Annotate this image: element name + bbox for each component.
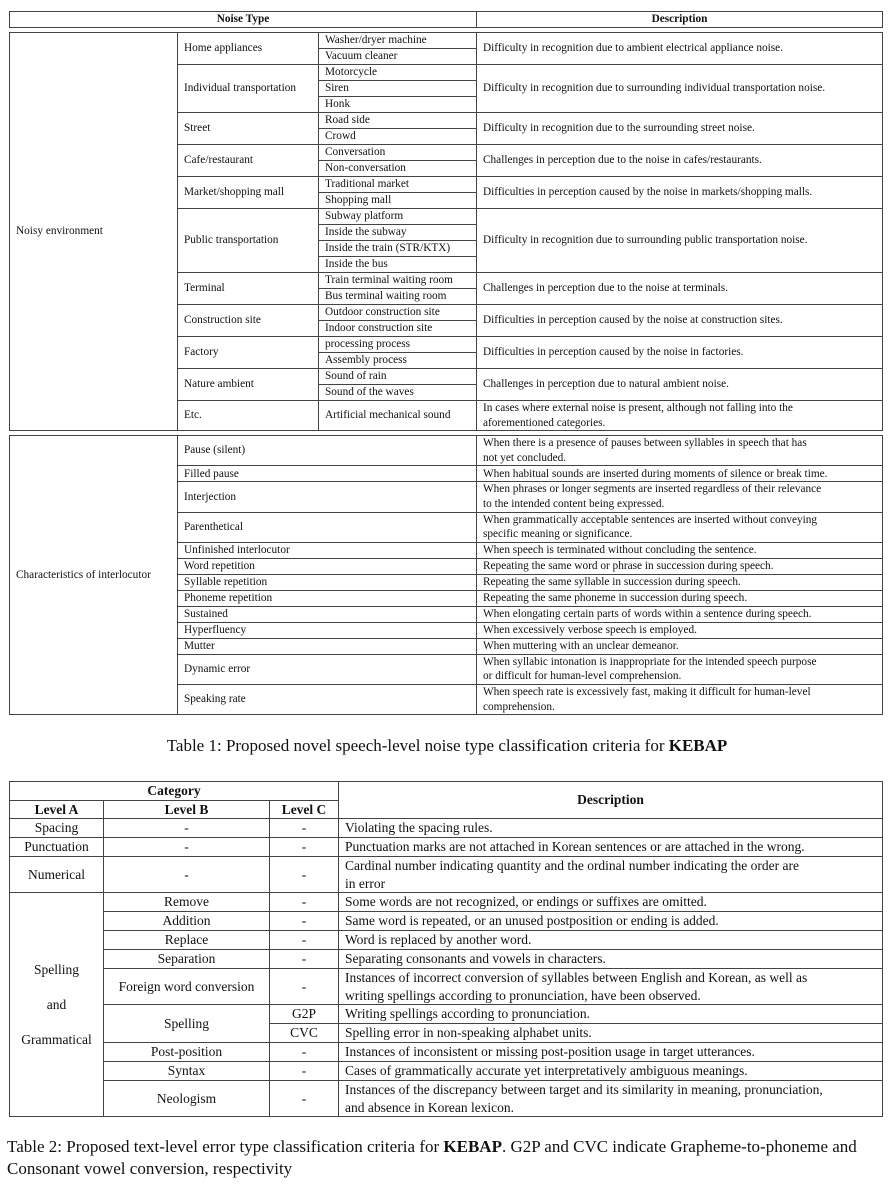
noise-group-cell: Individual transportation bbox=[178, 65, 319, 113]
noise-group-cell: Mutter bbox=[178, 638, 477, 654]
level-c-cell: - bbox=[270, 1081, 339, 1117]
level-c-cell: - bbox=[270, 1062, 339, 1081]
noise-group-cell: Syllable repetition bbox=[178, 574, 477, 590]
noise-source-cell: Vacuum cleaner bbox=[319, 49, 477, 65]
level-c-cell: - bbox=[270, 931, 339, 950]
noise-group-cell: Construction site bbox=[178, 305, 319, 337]
level-c-cell: - bbox=[270, 857, 339, 893]
description-cell: Repeating the same syllable in succession during speech. bbox=[477, 574, 883, 590]
header-description: Description bbox=[477, 12, 883, 28]
level-b-cell: Spelling bbox=[104, 1005, 270, 1043]
level-b-cell: Replace bbox=[104, 931, 270, 950]
header-description: Description bbox=[339, 782, 883, 819]
noise-source-cell: Sound of rain bbox=[319, 369, 477, 385]
noise-group-cell: Phoneme repetition bbox=[178, 590, 477, 606]
table-row bbox=[10, 436, 883, 466]
description-cell: Spelling error in non-speaking alphabet units. bbox=[339, 1024, 883, 1043]
description-cell: Difficulties in perception caused by the noise at construction sites. bbox=[477, 305, 883, 337]
level-b-cell: Post-position bbox=[104, 1043, 270, 1062]
level-c-cell: - bbox=[270, 912, 339, 931]
table-row bbox=[10, 950, 883, 969]
description-cell: Challenges in perception due to the noise at terminals. bbox=[477, 273, 883, 305]
noise-source-cell: Traditional market bbox=[319, 177, 477, 193]
table-row bbox=[10, 857, 883, 893]
header-level-c: Level C bbox=[270, 800, 339, 819]
noise-group-cell: Street bbox=[178, 113, 319, 145]
level-b-cell: Addition bbox=[104, 912, 270, 931]
description-cell: Difficulty in recognition due to ambient electrical appliance noise. bbox=[477, 33, 883, 65]
level-c-cell: CVC bbox=[270, 1024, 339, 1043]
table-row bbox=[10, 912, 883, 931]
level-b-cell: - bbox=[104, 819, 270, 838]
description-cell: When excessively verbose speech is employed. bbox=[477, 622, 883, 638]
description-cell: Punctuation marks are not attached in Korean sentences or are attached in the wrong. bbox=[339, 838, 883, 857]
noise-source-cell: Subway platform bbox=[319, 209, 477, 225]
description-cell: When speech rate is excessively fast, making it difficult for human-level comprehension. bbox=[477, 684, 883, 714]
description-cell: Separating consonants and vowels in characters. bbox=[339, 950, 883, 969]
description-cell: When habitual sounds are inserted during moments of silence or break time. bbox=[477, 466, 883, 482]
header-noise-type: Noise Type bbox=[10, 12, 477, 28]
noise-group-cell: Etc. bbox=[178, 401, 319, 431]
level-b-cell: Foreign word conversion bbox=[104, 969, 270, 1005]
description-cell: Repeating the same word or phrase in succession during speech. bbox=[477, 558, 883, 574]
description-cell: Instances of inconsistent or missing post-position usage in target utterances. bbox=[339, 1043, 883, 1062]
category-cell: Noisy environment bbox=[10, 33, 178, 431]
description-cell: Challenges in perception due to natural ambient noise. bbox=[477, 369, 883, 401]
noise-source-cell: Artificial mechanical sound bbox=[319, 401, 477, 431]
noise-group-cell: Cafe/restaurant bbox=[178, 145, 319, 177]
level-b-cell: - bbox=[104, 857, 270, 893]
category-cell: Characteristics of interlocutor bbox=[10, 436, 178, 715]
noise-source-cell: Assembly process bbox=[319, 353, 477, 369]
noise-group-cell: Unfinished interlocutor bbox=[178, 542, 477, 558]
noise-source-cell: Sound of the waves bbox=[319, 385, 477, 401]
level-b-cell: Separation bbox=[104, 950, 270, 969]
description-cell: Violating the spacing rules. bbox=[339, 819, 883, 838]
noise-group-cell: Nature ambient bbox=[178, 369, 319, 401]
noise-group-cell: Public transportation bbox=[178, 209, 319, 273]
noise-source-cell: Shopping mall bbox=[319, 193, 477, 209]
table-row bbox=[10, 1081, 883, 1117]
noise-source-cell: Road side bbox=[319, 113, 477, 129]
error-type-table bbox=[9, 781, 883, 1117]
noise-source-cell: Siren bbox=[319, 81, 477, 97]
level-b-cell: Remove bbox=[104, 893, 270, 912]
level-b-cell: Neologism bbox=[104, 1081, 270, 1117]
noise-source-cell: Crowd bbox=[319, 129, 477, 145]
noise-group-cell: Word repetition bbox=[178, 558, 477, 574]
description-cell: Cardinal number indicating quantity and the ordinal number indicating the order are in error bbox=[339, 857, 883, 893]
noise-type-table bbox=[9, 11, 883, 715]
noise-source-cell: Outdoor construction site bbox=[319, 305, 477, 321]
noise-group-cell: Speaking rate bbox=[178, 684, 477, 714]
noise-source-cell: Indoor construction site bbox=[319, 321, 477, 337]
description-cell: When phrases or longer segments are inserted regardless of their relevance to the intended content being expressed. bbox=[477, 482, 883, 512]
level-a-cell: Spelling and Grammatical bbox=[10, 893, 104, 1117]
description-cell: Difficulty in recognition due to the surrounding street noise. bbox=[477, 113, 883, 145]
level-b-cell: Syntax bbox=[104, 1062, 270, 1081]
description-cell: Difficulties in perception caused by the noise in factories. bbox=[477, 337, 883, 369]
noise-source-cell: processing process bbox=[319, 337, 477, 353]
level-c-cell: - bbox=[270, 969, 339, 1005]
noise-source-cell: Motorcycle bbox=[319, 65, 477, 81]
description-cell: When there is a presence of pauses between syllables in speech that has not yet concluded. bbox=[477, 436, 883, 466]
table1-caption: Table 1: Proposed novel speech-level noise type classification criteria for KEBAP bbox=[166, 736, 728, 755]
level-a-cell: Spacing bbox=[10, 819, 104, 838]
noise-group-cell: Sustained bbox=[178, 606, 477, 622]
noise-source-cell: Train terminal waiting room bbox=[319, 273, 477, 289]
description-cell: When elongating certain parts of words within a sentence during speech. bbox=[477, 606, 883, 622]
header-level-a: Level A bbox=[10, 800, 104, 819]
description-cell: Repeating the same phoneme in succession during speech. bbox=[477, 590, 883, 606]
level-c-cell: - bbox=[270, 950, 339, 969]
description-cell: When syllabic intonation is inappropriate for the intended speech purpose or difficult for human-level comprehension. bbox=[477, 654, 883, 684]
noise-source-cell: Conversation bbox=[319, 145, 477, 161]
table-row bbox=[10, 33, 883, 49]
table-row bbox=[10, 931, 883, 950]
header-category: Category bbox=[10, 782, 339, 801]
level-c-cell: - bbox=[270, 893, 339, 912]
description-cell: Some words are not recognized, or endings or suffixes are omitted. bbox=[339, 893, 883, 912]
noise-source-cell: Inside the train (STR/KTX) bbox=[319, 241, 477, 257]
noise-source-cell: Inside the bus bbox=[319, 257, 477, 273]
level-c-cell: G2P bbox=[270, 1005, 339, 1024]
table-row bbox=[10, 1043, 883, 1062]
noise-source-cell: Washer/dryer machine bbox=[319, 33, 477, 49]
noise-source-cell: Bus terminal waiting room bbox=[319, 289, 477, 305]
noise-group-cell: Parenthetical bbox=[178, 512, 477, 542]
description-cell: Instances of the discrepancy between target and its similarity in meaning, pronunciation, and absence in Korean lexicon. bbox=[339, 1081, 883, 1117]
header-level-b: Level B bbox=[104, 800, 270, 819]
description-cell: When grammatically acceptable sentences are inserted without conveying specific meaning or significance. bbox=[477, 512, 883, 542]
description-cell: Difficulty in recognition due to surrounding individual transportation noise. bbox=[477, 65, 883, 113]
noise-source-cell: Non-conversation bbox=[319, 161, 477, 177]
description-cell: Word is replaced by another word. bbox=[339, 931, 883, 950]
description-cell: When muttering with an unclear demeanor. bbox=[477, 638, 883, 654]
description-cell: Challenges in perception due to the noise in cafes/restaurants. bbox=[477, 145, 883, 177]
table-row bbox=[10, 969, 883, 1005]
noise-group-cell: Terminal bbox=[178, 273, 319, 305]
level-c-cell: - bbox=[270, 838, 339, 857]
table-row bbox=[10, 1062, 883, 1081]
description-cell: In cases where external noise is present, although not falling into the aforementioned categories. bbox=[477, 401, 883, 431]
table-row bbox=[10, 819, 883, 838]
level-c-cell: - bbox=[270, 819, 339, 838]
description-cell: Writing spellings according to pronunciation. bbox=[339, 1005, 883, 1024]
noise-group-cell: Market/shopping mall bbox=[178, 177, 319, 209]
noise-group-cell: Filled pause bbox=[178, 466, 477, 482]
noise-group-cell: Pause (silent) bbox=[178, 436, 477, 466]
noise-source-cell: Inside the subway bbox=[319, 225, 477, 241]
table-row bbox=[10, 893, 883, 912]
noise-source-cell: Honk bbox=[319, 97, 477, 113]
table-row bbox=[10, 838, 883, 857]
description-cell: Difficulty in recognition due to surrounding public transportation noise. bbox=[477, 209, 883, 273]
noise-group-cell: Home appliances bbox=[178, 33, 319, 65]
description-cell: Instances of incorrect conversion of syllables between English and Korean, as well as writing spellings according to pronunciation, have been observed. bbox=[339, 969, 883, 1005]
noise-group-cell: Dynamic error bbox=[178, 654, 477, 684]
noise-group-cell: Interjection bbox=[178, 482, 477, 512]
level-c-cell: - bbox=[270, 1043, 339, 1062]
description-cell: Same word is repeated, or an unused postposition or ending is added. bbox=[339, 912, 883, 931]
description-cell: Cases of grammatically accurate yet interpretatively ambiguous meanings. bbox=[339, 1062, 883, 1081]
level-a-cell: Numerical bbox=[10, 857, 104, 893]
noise-group-cell: Hyperfluency bbox=[178, 622, 477, 638]
table-row bbox=[10, 1005, 883, 1024]
description-cell: When speech is terminated without concluding the sentence. bbox=[477, 542, 883, 558]
noise-group-cell: Factory bbox=[178, 337, 319, 369]
level-a-cell: Punctuation bbox=[10, 838, 104, 857]
level-b-cell: - bbox=[104, 838, 270, 857]
table2-caption: Table 2: Proposed text-level error type classification criteria for KEBAP. G2P and CVC indicate Grapheme-to-phoneme and Consonant vowel conversion, respectivity bbox=[7, 1137, 857, 1178]
description-cell: Difficulties in perception caused by the noise in markets/shopping malls. bbox=[477, 177, 883, 209]
